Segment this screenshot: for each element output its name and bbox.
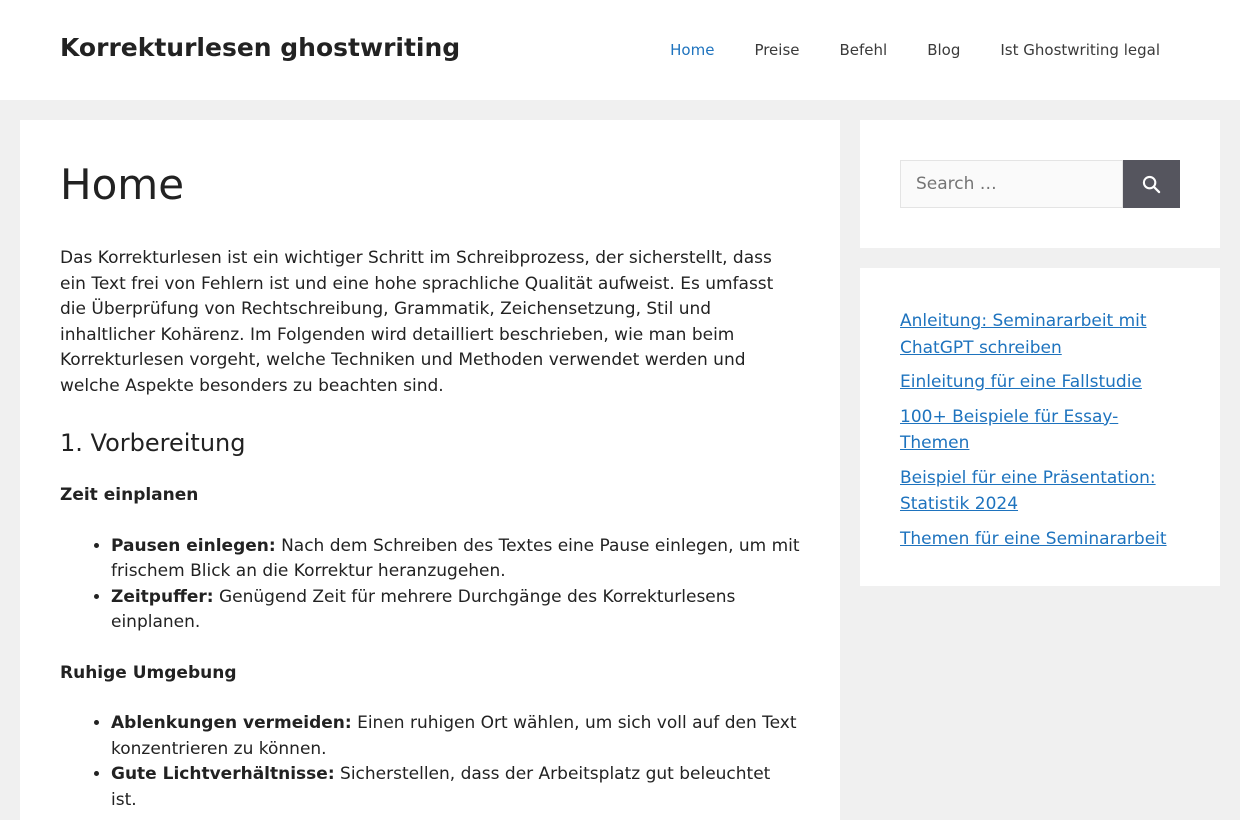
list-item bbox=[900, 369, 1180, 396]
list-item bbox=[111, 762, 800, 813]
list-item bbox=[111, 711, 800, 762]
list-item bbox=[900, 308, 1180, 361]
recent-posts-list bbox=[900, 308, 1180, 552]
main-navigation bbox=[650, 0, 1180, 100]
search-widget bbox=[860, 120, 1220, 248]
list-item-term: Gute Lichtverhältnisse: bbox=[111, 764, 335, 785]
recent-posts-widget bbox=[860, 268, 1220, 586]
search-button[interactable] bbox=[1123, 160, 1180, 208]
list-item-text: Einen ruhigen Ort wählen, um sich voll auf den Text konzentrieren zu können. bbox=[111, 713, 797, 759]
list-item bbox=[111, 534, 800, 585]
nav-item-blog[interactable]: Blog bbox=[927, 41, 961, 59]
list-item-term: Pausen einlegen: bbox=[111, 535, 276, 556]
post-link-seminararbeit-chatgpt[interactable]: Anleitung: Seminararbeit mit ChatGPT schreiben bbox=[900, 311, 1147, 358]
page-title: Home bbox=[60, 160, 185, 209]
list-item bbox=[900, 526, 1180, 553]
sub-heading-zeit-einplanen: Zeit einplanen bbox=[60, 485, 199, 506]
nav-item-ghostwriting-legal[interactable]: Ist Ghostwriting legal bbox=[1000, 41, 1160, 59]
site-title[interactable]: Korrekturlesen ghostwriting bbox=[60, 33, 461, 62]
site-header bbox=[0, 0, 1240, 100]
list-item-text: Sicherstellen, dass der Arbeitsplatz gut beleuchtet ist. bbox=[111, 764, 771, 810]
nav-item-preise[interactable]: Preise bbox=[754, 41, 800, 59]
list-item bbox=[900, 465, 1180, 518]
search-icon bbox=[1142, 175, 1161, 194]
list-item-text: Genügend Zeit für mehrere Durchgänge des Korrekturlesens einplanen. bbox=[111, 586, 736, 633]
main-content bbox=[20, 120, 840, 820]
intro-paragraph: Das Korrekturlesen ist ein wichtiger Schritt im Schreibprozess, der sicherstellt, dass ein Text frei von Fehlern ist und eine hohe sprachliche Qualität aufweist. Es umfasst die Überprüfung von Rechtschreibung, Grammatik, Zeichensetzung, Stil und inhaltlicher Kohärenz. Im Folgenden wird detailliert beschrieben, wie man beim Korrekturlesen vorgeht, welche Techniken und Methoden verwendet werden und welche Aspekte besonders zu beachten sind. bbox=[60, 248, 774, 396]
section-heading: 1. Vorbereitung bbox=[60, 429, 246, 458]
bullet-list bbox=[111, 534, 800, 636]
post-link-einleitung-fallstudie[interactable]: Einleitung für eine Fallstudie bbox=[900, 372, 1142, 392]
list-item-term: Ablenkungen vermeiden: bbox=[111, 713, 352, 734]
post-link-praesentation-statistik[interactable]: Beispiel für eine Präsentation: Statistik 2024 bbox=[900, 467, 1156, 514]
bullet-list bbox=[111, 711, 800, 813]
nav-item-befehl[interactable]: Befehl bbox=[839, 41, 888, 59]
list-item-term: Zeitpuffer: bbox=[111, 586, 214, 607]
sub-heading-ruhige-umgebung: Ruhige Umgebung bbox=[60, 662, 237, 683]
nav-item-home[interactable]: Home bbox=[670, 41, 715, 59]
list-item bbox=[111, 585, 800, 636]
list-item bbox=[900, 404, 1180, 457]
search-input[interactable] bbox=[900, 160, 1123, 208]
post-link-themen-seminararbeit[interactable]: Themen für eine Seminararbeit bbox=[900, 528, 1167, 549]
post-link-essay-themen[interactable]: 100+ Beispiele für Essay-Themen bbox=[900, 406, 1119, 453]
list-item-text: Nach dem Schreiben des Textes eine Pause einlegen, um mit frischem Blick an die Korrektur heranzugehen. bbox=[111, 535, 800, 582]
search-form bbox=[900, 160, 1180, 208]
